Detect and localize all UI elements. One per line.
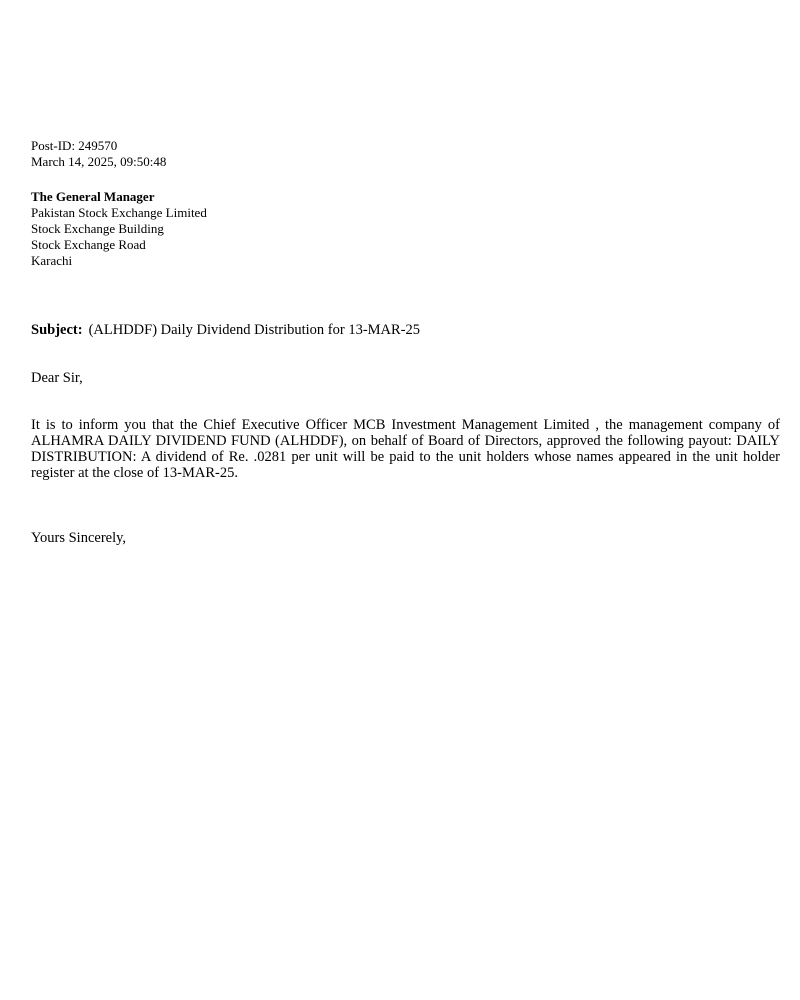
recipient-line: Karachi <box>31 253 73 268</box>
subject-line <box>31 321 779 339</box>
salutation: Dear Sir, <box>31 370 83 386</box>
recipient-line: Stock Exchange Road <box>31 237 146 252</box>
post-id: Post-ID: 249570 <box>31 138 118 153</box>
date-time: March 14, 2025, 09:50:48 <box>31 154 167 169</box>
subject-label: Subject: <box>31 322 83 338</box>
recipient-title: The General Manager <box>31 189 155 204</box>
subject-text: (ALHDDF) Daily Dividend Distribution for 13-MAR-25 <box>88 322 421 338</box>
recipient-block <box>31 189 779 269</box>
recipient-line: Stock Exchange Building <box>31 221 164 236</box>
closing: Yours Sincerely, <box>31 530 127 546</box>
recipient-line: Pakistan Stock Exchange Limited <box>31 205 207 220</box>
body-paragraph: It is to inform you that the Chief Executive Officer MCB Investment Management Limited , the management company of ALHAMRA DAILY DIVIDEND FUND (ALHDDF), on behalf of Board of Directors, approved the following payout: DAILY DISTRIBUTION: A dividend of Re. .0281 per unit will be paid to the unit holders whose names appeared in the unit holder register at the close of 13-MAR-25. <box>31 417 780 481</box>
